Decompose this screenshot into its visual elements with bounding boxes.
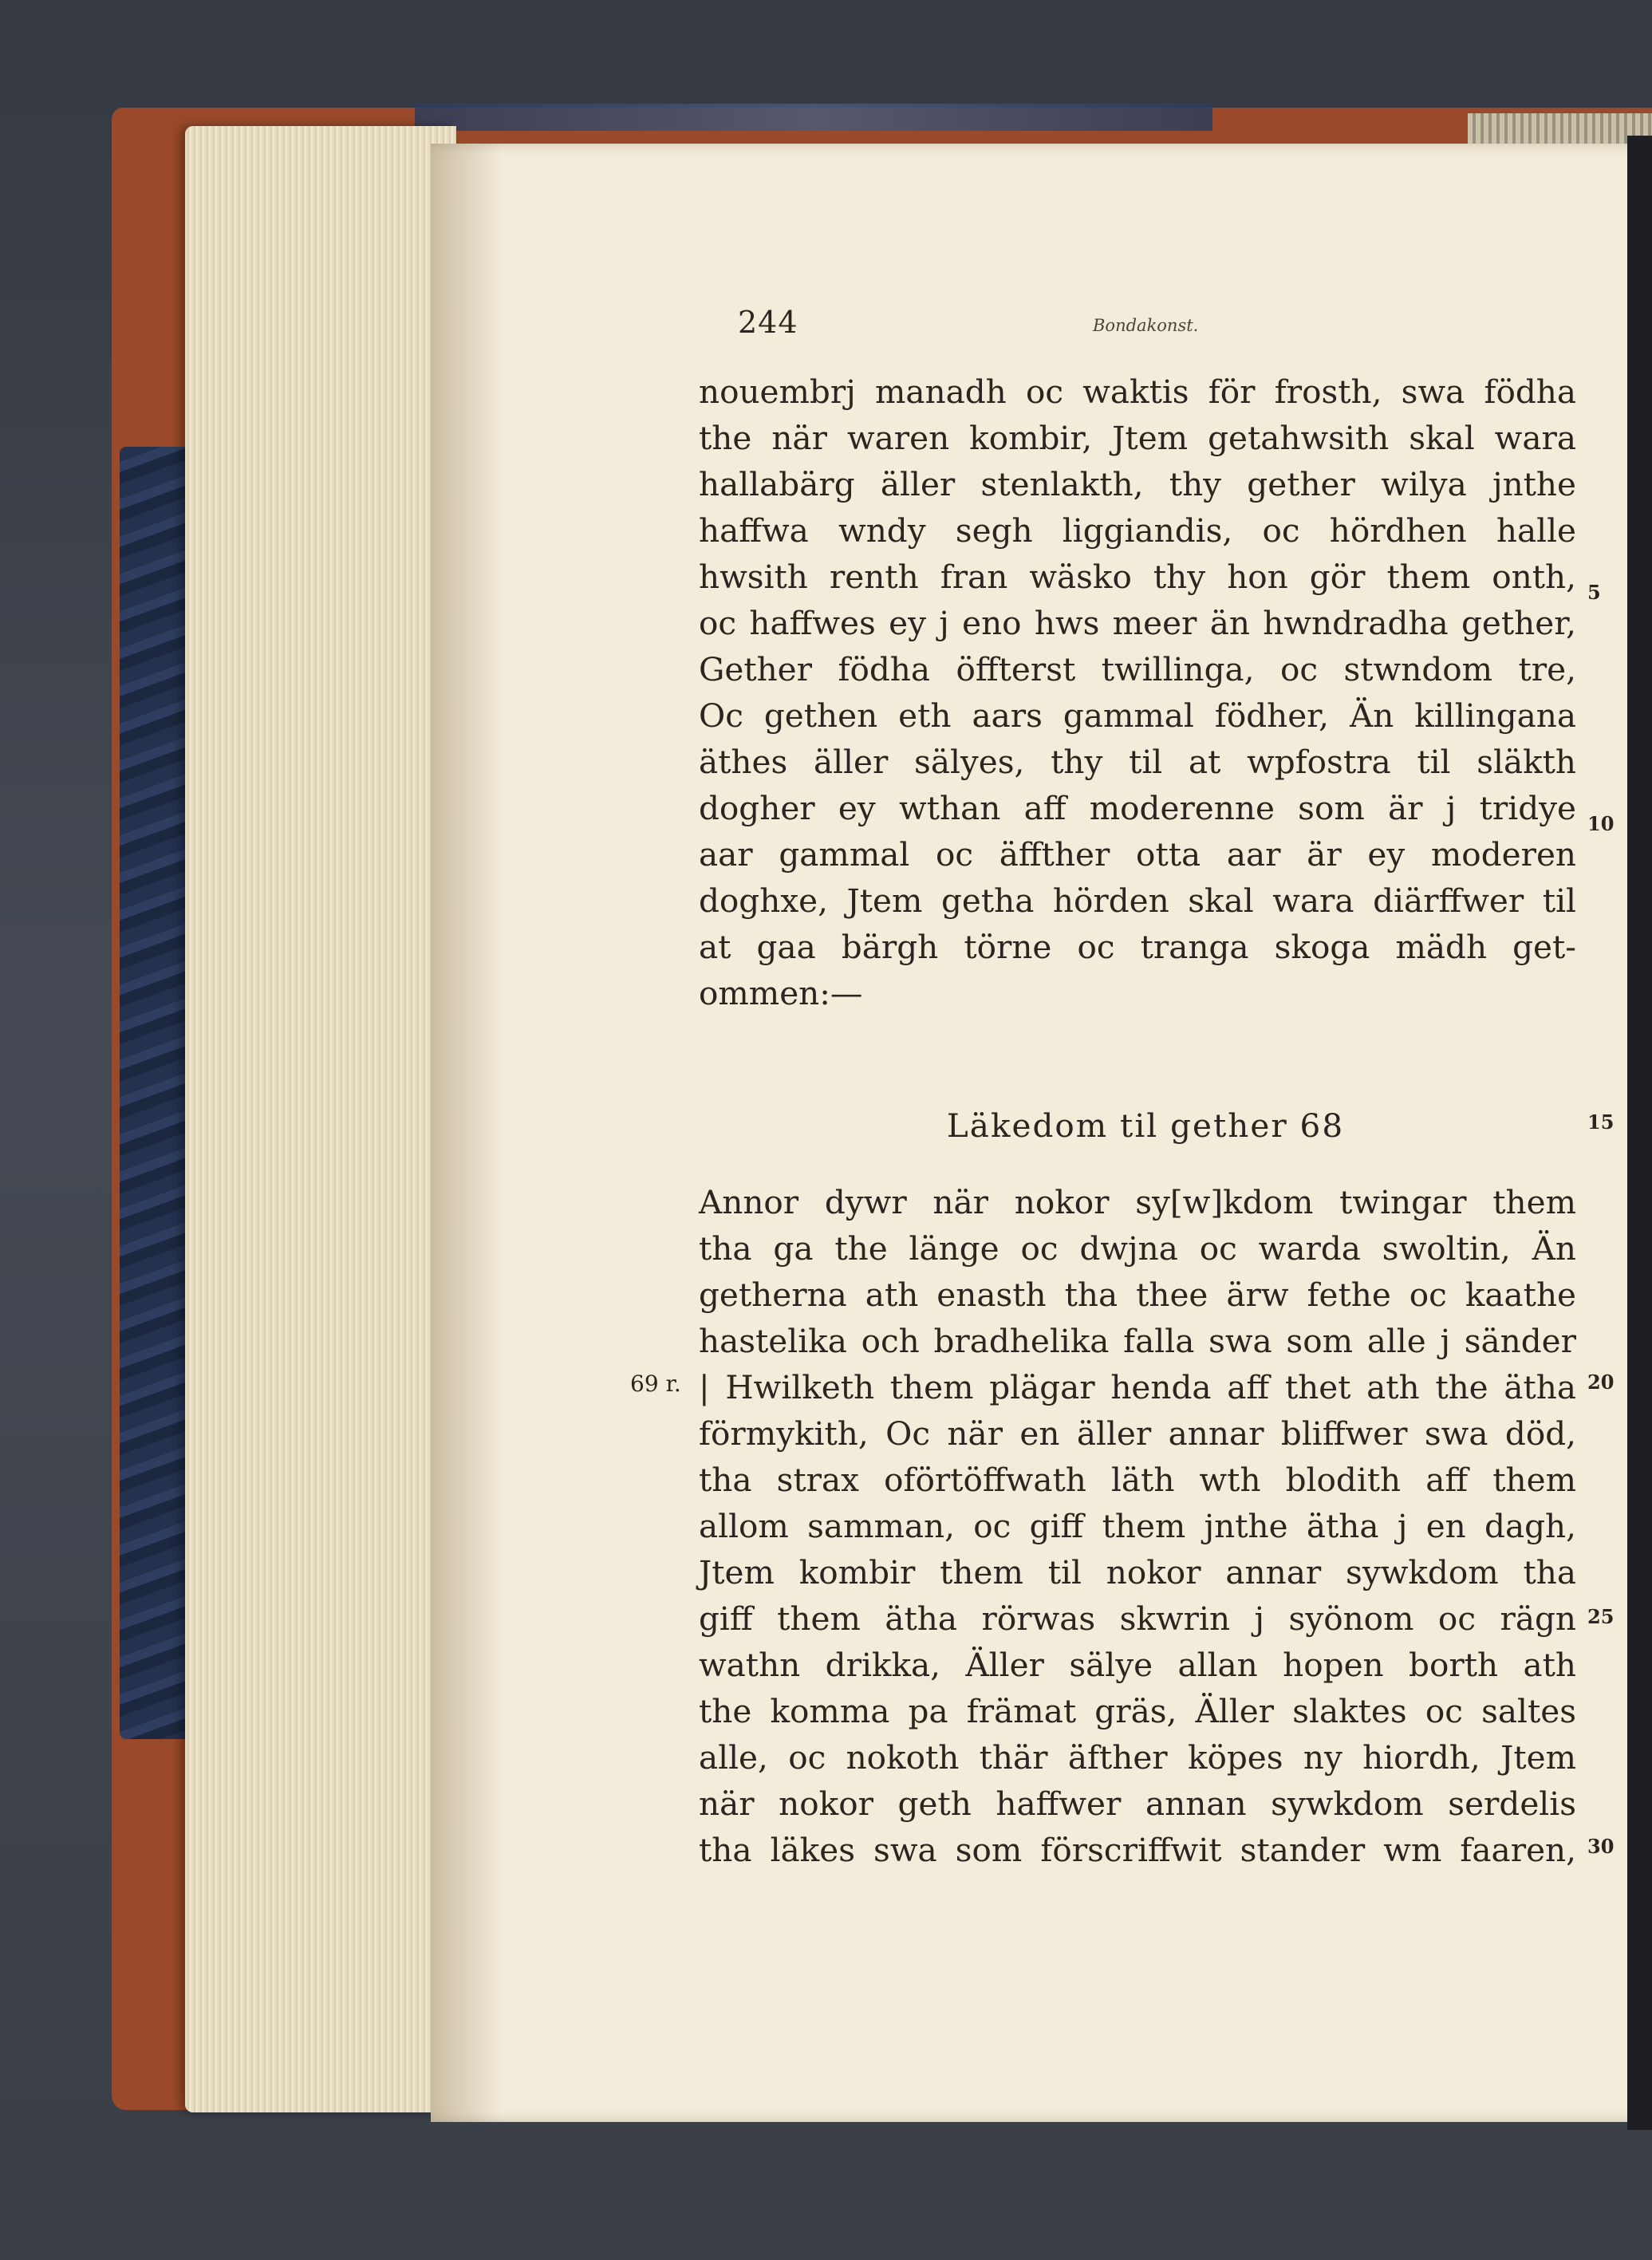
text-line: dogher ey wthan aff moderenne som är j tridye — [699, 789, 1576, 827]
text-line: tha ga the länge oc dwjna oc warda swoltin, Än — [699, 1229, 1576, 1268]
running-title: Bondakonst. — [1093, 316, 1199, 335]
text-line: nouembrj manadh oc waktis för frosth, swa födha — [699, 373, 1576, 411]
line-number: 25 — [1587, 1605, 1615, 1628]
text-line: getherna ath enasth tha thee ärw fethe oc kaathe — [699, 1276, 1576, 1314]
section-heading: Läkedom til gether 68 — [946, 1106, 1345, 1145]
right-edge-shadow — [1627, 136, 1652, 2130]
text-line: aar gammal oc äffther otta aar är ey moderen — [699, 835, 1576, 874]
text-line: Gether födha öffterst twillinga, oc stwndom tre, — [699, 650, 1576, 688]
text-line: ommen:— — [699, 974, 863, 1012]
cover-top-edge — [415, 104, 1212, 131]
text-line: wathn drikka, Äller sälye allan hopen borth ath — [699, 1646, 1576, 1684]
line-number: 30 — [1587, 1835, 1615, 1858]
text-line: the komma pa främat gräs, Äller slaktes oc saltes — [699, 1692, 1576, 1730]
text-line: när nokor geth haffwer annan sywkdom serdelis — [699, 1785, 1576, 1823]
text-line: at gaa bärgh törne oc tranga skoga mädh get- — [699, 928, 1576, 966]
text-line: äthes äller sälyes, thy til at wpfostra til släkth — [699, 743, 1576, 781]
text-line: Jtem kombir them til nokor annar sywkdom tha — [699, 1553, 1576, 1591]
text-line: | Hwilketh them plägar henda aff thet ath the ätha — [699, 1368, 1576, 1406]
text-line: tha strax oförtöffwath läth wth blodith aff them — [699, 1461, 1576, 1499]
book-spine — [120, 447, 191, 1739]
line-number: 10 — [1587, 812, 1615, 835]
page-number: 244 — [738, 305, 798, 340]
text-line: hwsith renth fran wäsko thy hon gör them onth, — [699, 558, 1576, 596]
text-line: alle, oc nokoth thär äfther köpes ny hiordh, Jtem — [699, 1738, 1576, 1777]
text-line: allom samman, oc giff them jnthe ätha j en dagh, — [699, 1507, 1576, 1545]
line-number: 20 — [1587, 1371, 1615, 1394]
line-number: 15 — [1587, 1110, 1615, 1134]
text-line: tha läkes swa som förscriffwit stander wm faaren, — [699, 1831, 1576, 1869]
text-line: giff them ätha rörwas skwrin j syönom oc rägn — [699, 1599, 1576, 1638]
gutter-shadow — [431, 144, 503, 2122]
text-line: förmykith, Oc när en äller annar bliffwer swa död, — [699, 1414, 1576, 1453]
page-edges — [185, 126, 456, 2112]
text-line: oc haffwes ey j eno hws meer än hwndradha gether, — [699, 604, 1576, 642]
text-line: the när waren kombir, Jtem getahwsith skal wara — [699, 419, 1576, 457]
text-line: doghxe, Jtem getha hörden skal wara diärffwer til — [699, 882, 1576, 920]
text-line: Oc gethen eth aars gammal födher, Än killingana — [699, 696, 1576, 735]
line-number: 5 — [1587, 581, 1601, 604]
headband — [1468, 113, 1652, 144]
text-line: hallabärg äller stenlakth, thy gether wilya jnthe — [699, 465, 1576, 503]
running-head — [738, 305, 1248, 353]
leaf-reference: 69 r. — [630, 1371, 681, 1397]
text-line: haffwa wndy segh liggiandis, oc hördhen halle — [699, 511, 1576, 550]
text-line: Annor dywr när nokor sy[w]kdom twingar them — [699, 1183, 1576, 1221]
text-line: hastelika och bradhelika falla swa som alle j sänder — [699, 1322, 1576, 1360]
